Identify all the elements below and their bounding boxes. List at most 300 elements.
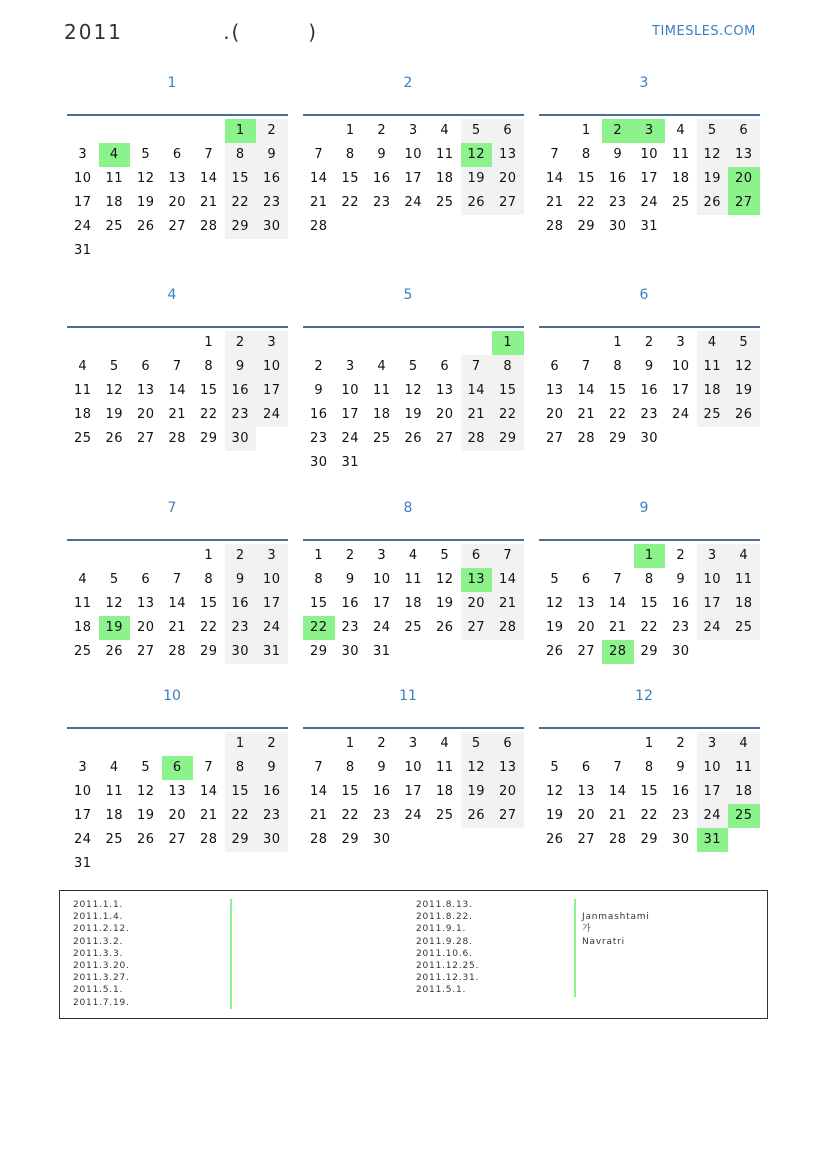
day-cell: 15 — [225, 167, 257, 191]
month-title: 3 — [639, 75, 649, 91]
day-cell: 5 — [550, 572, 560, 587]
holiday-day-cell: 6 — [162, 756, 194, 780]
day-cell: 12 — [545, 784, 564, 799]
day-cell: 23 — [608, 195, 627, 210]
day-cell: 5 — [461, 732, 493, 756]
day-cell: 19 — [136, 808, 155, 823]
legend-date: 2011.3.27. — [73, 973, 130, 984]
day-cell: 23 — [256, 804, 288, 828]
day-cell: 20 — [461, 592, 493, 616]
holiday-day-cell: 4 — [99, 143, 131, 167]
month-7 — [67, 500, 288, 700]
day-cell: 18 — [73, 407, 92, 422]
day-cell: 25 — [372, 431, 391, 446]
day-cell: 3 — [408, 123, 418, 138]
day-cell: 14 — [309, 171, 328, 186]
day-cell: 10 — [256, 355, 288, 379]
holiday-day-cell: 3 — [634, 119, 666, 143]
day-cell: 2 — [225, 544, 257, 568]
day-cell: 10 — [372, 572, 391, 587]
day-cell: 21 — [168, 407, 187, 422]
legend-date: 2011.10.6. — [416, 948, 473, 959]
day-cell: 30 — [256, 215, 288, 239]
legend-date: 2011.8.13. — [416, 900, 473, 910]
day-cell: 7 — [172, 359, 182, 374]
day-cell: 18 — [435, 171, 454, 186]
day-cell: 2 — [377, 736, 387, 751]
day-cell: 13 — [492, 143, 524, 167]
day-cell: 21 — [545, 195, 564, 210]
day-cell: 30 — [640, 431, 659, 446]
month-divider — [303, 326, 524, 328]
month-title: 8 — [403, 500, 413, 516]
day-cell: 1 — [345, 736, 355, 751]
day-cell: 26 — [728, 403, 760, 427]
day-cell: 8 — [314, 572, 324, 587]
day-cell: 14 — [492, 568, 524, 592]
day-cell: 23 — [372, 808, 391, 823]
month-title: 11 — [399, 688, 417, 704]
month-11 — [303, 688, 524, 888]
month-divider — [303, 114, 524, 116]
day-cell: 12 — [435, 572, 454, 587]
day-cell: 13 — [492, 756, 524, 780]
day-cell: 4 — [78, 572, 88, 587]
day-cell: 26 — [697, 191, 729, 215]
day-cell: 16 — [256, 780, 288, 804]
day-cell: 1 — [204, 548, 214, 563]
day-cell: 28 — [199, 832, 218, 847]
day-cell: 4 — [728, 544, 760, 568]
legend-holiday-name — [582, 972, 650, 984]
day-cell: 16 — [372, 171, 391, 186]
day-cell: 3 — [676, 335, 686, 350]
day-cell: 6 — [581, 572, 591, 587]
day-cell: 3 — [256, 544, 288, 568]
day-cell: 26 — [461, 191, 493, 215]
day-cell: 20 — [136, 620, 155, 635]
day-cell: 10 — [341, 383, 360, 398]
day-cell: 7 — [314, 147, 324, 162]
day-cell: 19 — [728, 379, 760, 403]
day-cell: 10 — [640, 147, 659, 162]
day-cell: 29 — [640, 832, 659, 847]
day-cell: 5 — [440, 548, 450, 563]
legend-right-names — [582, 899, 650, 997]
day-cell: 6 — [492, 119, 524, 143]
day-cell: 21 — [492, 592, 524, 616]
day-cell: 18 — [728, 592, 760, 616]
day-cell: 22 — [640, 808, 659, 823]
day-cell: 4 — [728, 732, 760, 756]
day-cell: 16 — [671, 784, 690, 799]
legend-date: 2011.5.1. — [416, 985, 467, 996]
month-title: 10 — [163, 688, 181, 704]
day-cell: 1 — [644, 736, 654, 751]
day-cell: 22 — [199, 407, 218, 422]
day-cell: 11 — [728, 568, 760, 592]
legend-date: 2011.2.12. — [73, 924, 130, 935]
day-cell: 22 — [608, 407, 627, 422]
day-cell: 22 — [492, 403, 524, 427]
day-cell: 28 — [608, 832, 627, 847]
day-cell: 30 — [225, 427, 257, 451]
day-cell: 25 — [697, 403, 729, 427]
day-cell: 13 — [728, 143, 760, 167]
day-cell: 2 — [314, 359, 324, 374]
day-cell: 4 — [109, 760, 119, 775]
day-cell: 14 — [199, 171, 218, 186]
day-cell: 27 — [492, 191, 524, 215]
legend-date: 2011.3.20. — [73, 960, 130, 971]
legend-date: 2011.9.1. — [416, 924, 467, 935]
month-divider — [67, 727, 288, 729]
holiday-day-cell: 25 — [728, 804, 760, 828]
day-cell: 6 — [550, 359, 560, 374]
day-cell: 14 — [545, 171, 564, 186]
day-cell: 29 — [225, 215, 257, 239]
day-cell: 9 — [377, 760, 387, 775]
legend-holiday-name — [582, 960, 650, 972]
day-cell: 9 — [676, 572, 686, 587]
day-cell: 22 — [640, 620, 659, 635]
day-cell: 24 — [256, 616, 288, 640]
day-cell: 14 — [168, 596, 187, 611]
day-cell: 17 — [671, 383, 690, 398]
day-cell: 1 — [581, 123, 591, 138]
day-cell: 10 — [404, 147, 423, 162]
month-title: 4 — [167, 287, 177, 303]
day-cell: 5 — [408, 359, 418, 374]
day-cell: 2 — [676, 548, 686, 563]
day-cell: 1 — [345, 123, 355, 138]
page-title: 2011 .( ) — [64, 20, 319, 44]
day-cell: 3 — [377, 548, 387, 563]
day-cell: 9 — [314, 383, 324, 398]
day-cell: 15 — [640, 596, 659, 611]
day-cell: 29 — [640, 644, 659, 659]
day-cell: 15 — [577, 171, 596, 186]
day-cell: 16 — [640, 383, 659, 398]
legend-holiday-name — [582, 984, 650, 996]
day-cell: 22 — [341, 195, 360, 210]
day-cell: 21 — [461, 403, 493, 427]
legend-date: 2011.1.1. — [73, 900, 124, 910]
day-cell: 11 — [435, 147, 454, 162]
day-cell: 19 — [545, 620, 564, 635]
day-cell: 4 — [440, 736, 450, 751]
day-cell: 30 — [671, 832, 690, 847]
day-cell: 20 — [492, 167, 524, 191]
day-cell: 19 — [136, 195, 155, 210]
day-cell: 24 — [671, 407, 690, 422]
day-cell: 23 — [372, 195, 391, 210]
day-cell: 8 — [345, 760, 355, 775]
site-logo[interactable]: TIMESLES.COM — [652, 24, 756, 39]
month-4 — [67, 287, 288, 487]
day-cell: 5 — [697, 119, 729, 143]
holiday-legend — [59, 890, 768, 1019]
month-8 — [303, 500, 524, 700]
day-cell: 8 — [581, 147, 591, 162]
day-cell: 17 — [73, 195, 92, 210]
day-cell: 14 — [608, 784, 627, 799]
day-cell: 27 — [461, 616, 493, 640]
day-cell: 11 — [105, 784, 124, 799]
day-cell: 18 — [105, 808, 124, 823]
day-cell: 30 — [372, 832, 391, 847]
day-cell: 11 — [105, 171, 124, 186]
day-cell: 7 — [613, 760, 623, 775]
day-cell: 15 — [341, 171, 360, 186]
holiday-day-cell: 20 — [728, 167, 760, 191]
day-cell: 10 — [671, 359, 690, 374]
day-cell: 3 — [78, 147, 88, 162]
day-cell: 7 — [550, 147, 560, 162]
day-cell: 7 — [581, 359, 591, 374]
day-cell: 6 — [581, 760, 591, 775]
day-cell: 1 — [225, 732, 257, 756]
day-cell: 12 — [461, 756, 493, 780]
day-cell: 27 — [168, 219, 187, 234]
day-cell: 14 — [461, 379, 493, 403]
day-cell: 25 — [435, 808, 454, 823]
day-cell: 28 — [461, 427, 493, 451]
legend-holiday-name: Janmashtami — [582, 912, 650, 923]
day-cell: 19 — [404, 407, 423, 422]
day-cell: 19 — [461, 780, 493, 804]
month-divider — [539, 727, 760, 729]
day-cell: 24 — [697, 804, 729, 828]
holiday-day-cell: 1 — [634, 544, 666, 568]
day-cell: 10 — [256, 568, 288, 592]
day-cell: 7 — [204, 760, 214, 775]
legend-left-dates — [73, 899, 130, 1009]
day-cell: 26 — [105, 644, 124, 659]
day-cell: 11 — [671, 147, 690, 162]
day-cell: 12 — [404, 383, 423, 398]
day-cell: 6 — [141, 359, 151, 374]
day-cell: 29 — [492, 427, 524, 451]
legend-right-bar — [574, 899, 576, 997]
day-cell: 23 — [256, 191, 288, 215]
day-cell: 18 — [728, 780, 760, 804]
day-cell: 6 — [440, 359, 450, 374]
day-cell: 15 — [199, 383, 218, 398]
day-cell: 21 — [608, 620, 627, 635]
day-cell: 13 — [136, 596, 155, 611]
legend-date: 2011.3.2. — [73, 936, 124, 947]
day-cell: 4 — [408, 548, 418, 563]
day-cell: 20 — [168, 808, 187, 823]
day-cell: 16 — [671, 596, 690, 611]
day-cell: 9 — [676, 760, 686, 775]
day-cell: 29 — [309, 644, 328, 659]
holiday-day-cell: 12 — [461, 143, 493, 167]
day-cell: 12 — [545, 596, 564, 611]
day-cell: 16 — [341, 596, 360, 611]
day-cell: 3 — [256, 331, 288, 355]
day-cell: 26 — [136, 832, 155, 847]
day-cell: 15 — [199, 596, 218, 611]
day-cell: 29 — [199, 431, 218, 446]
legend-date: 2011.8.22. — [416, 912, 473, 923]
month-divider — [539, 326, 760, 328]
day-cell: 7 — [613, 572, 623, 587]
day-cell: 30 — [256, 828, 288, 852]
day-cell: 3 — [408, 736, 418, 751]
day-cell: 20 — [168, 195, 187, 210]
month-1 — [67, 75, 288, 275]
day-cell: 19 — [461, 167, 493, 191]
day-cell: 9 — [613, 147, 623, 162]
day-cell: 10 — [404, 760, 423, 775]
day-cell: 22 — [225, 804, 257, 828]
day-cell: 13 — [545, 383, 564, 398]
day-cell: 17 — [73, 808, 92, 823]
day-cell: 25 — [105, 832, 124, 847]
day-cell: 8 — [204, 359, 214, 374]
day-cell: 16 — [256, 167, 288, 191]
day-cell: 15 — [640, 784, 659, 799]
day-cell: 26 — [435, 620, 454, 635]
month-12 — [539, 688, 760, 888]
day-cell: 6 — [141, 572, 151, 587]
day-cell: 13 — [136, 383, 155, 398]
legend-holiday-name — [582, 948, 650, 960]
day-cell: 5 — [141, 760, 151, 775]
day-cell: 9 — [377, 147, 387, 162]
day-cell: 2 — [644, 335, 654, 350]
day-cell: 3 — [78, 760, 88, 775]
holiday-day-cell: 2 — [602, 119, 634, 143]
day-cell: 17 — [697, 780, 729, 804]
day-cell: 13 — [168, 171, 187, 186]
legend-left-bar — [230, 899, 232, 1009]
day-cell: 17 — [697, 592, 729, 616]
day-cell: 28 — [577, 431, 596, 446]
day-cell: 16 — [225, 379, 257, 403]
holiday-day-cell: 19 — [99, 616, 131, 640]
month-divider — [67, 326, 288, 328]
day-cell: 8 — [204, 572, 214, 587]
day-cell: 12 — [105, 596, 124, 611]
day-cell: 1 — [613, 335, 623, 350]
month-title: 6 — [639, 287, 649, 303]
month-title: 12 — [635, 688, 653, 704]
day-cell: 28 — [168, 431, 187, 446]
day-cell: 24 — [404, 808, 423, 823]
month-10 — [67, 688, 288, 888]
day-cell: 28 — [545, 219, 564, 234]
day-cell: 10 — [73, 171, 92, 186]
day-cell: 19 — [105, 407, 124, 422]
day-cell: 26 — [404, 431, 423, 446]
month-5 — [303, 287, 524, 487]
month-title: 2 — [403, 75, 413, 91]
day-cell: 9 — [256, 756, 288, 780]
day-cell: 1 — [204, 335, 214, 350]
day-cell: 7 — [314, 760, 324, 775]
day-cell: 19 — [435, 596, 454, 611]
day-cell: 20 — [545, 407, 564, 422]
day-cell: 25 — [73, 431, 92, 446]
day-cell: 11 — [404, 572, 423, 587]
day-cell: 31 — [73, 856, 92, 871]
day-cell: 16 — [372, 784, 391, 799]
day-cell: 21 — [608, 808, 627, 823]
day-cell: 5 — [728, 331, 760, 355]
day-cell: 13 — [577, 784, 596, 799]
day-cell: 9 — [225, 568, 257, 592]
day-cell: 11 — [372, 383, 391, 398]
day-cell: 4 — [78, 359, 88, 374]
day-cell: 28 — [492, 616, 524, 640]
day-cell: 28 — [309, 219, 328, 234]
legend-holiday-name: Navratri — [582, 936, 625, 947]
day-cell: 4 — [676, 123, 686, 138]
month-divider — [303, 727, 524, 729]
day-cell: 17 — [256, 592, 288, 616]
day-cell: 31 — [256, 640, 288, 664]
month-2 — [303, 75, 524, 275]
day-cell: 1 — [314, 548, 324, 563]
day-cell: 20 — [577, 620, 596, 635]
day-cell: 11 — [728, 756, 760, 780]
day-cell: 5 — [109, 572, 119, 587]
legend-date: 2011.12.25. — [416, 960, 480, 971]
day-cell: 14 — [168, 383, 187, 398]
month-title: 9 — [639, 500, 649, 516]
day-cell: 9 — [256, 143, 288, 167]
day-cell: 23 — [225, 403, 257, 427]
day-cell: 11 — [73, 383, 92, 398]
day-cell: 2 — [345, 548, 355, 563]
legend-date: 2011.9.28. — [416, 936, 473, 947]
day-cell: 13 — [435, 383, 454, 398]
month-divider — [303, 539, 524, 541]
day-cell: 27 — [545, 431, 564, 446]
day-cell: 28 — [309, 832, 328, 847]
day-cell: 25 — [105, 219, 124, 234]
legend-date: 2011.3.3. — [73, 948, 124, 959]
day-cell: 7 — [492, 544, 524, 568]
day-cell: 29 — [577, 219, 596, 234]
day-cell: 2 — [225, 331, 257, 355]
day-cell: 30 — [225, 640, 257, 664]
month-9 — [539, 500, 760, 700]
day-cell: 22 — [341, 808, 360, 823]
day-cell: 24 — [256, 403, 288, 427]
day-cell: 14 — [199, 784, 218, 799]
day-cell: 10 — [697, 756, 729, 780]
day-cell: 11 — [73, 596, 92, 611]
day-cell: 16 — [608, 171, 627, 186]
day-cell: 27 — [435, 431, 454, 446]
day-cell: 27 — [168, 832, 187, 847]
day-cell: 3 — [697, 544, 729, 568]
day-cell: 7 — [204, 147, 214, 162]
day-cell: 18 — [697, 379, 729, 403]
day-cell: 22 — [199, 620, 218, 635]
month-title: 1 — [167, 75, 177, 91]
day-cell: 5 — [109, 359, 119, 374]
day-cell: 11 — [435, 760, 454, 775]
day-cell: 15 — [341, 784, 360, 799]
day-cell: 23 — [640, 407, 659, 422]
day-cell: 6 — [172, 147, 182, 162]
day-cell: 15 — [608, 383, 627, 398]
